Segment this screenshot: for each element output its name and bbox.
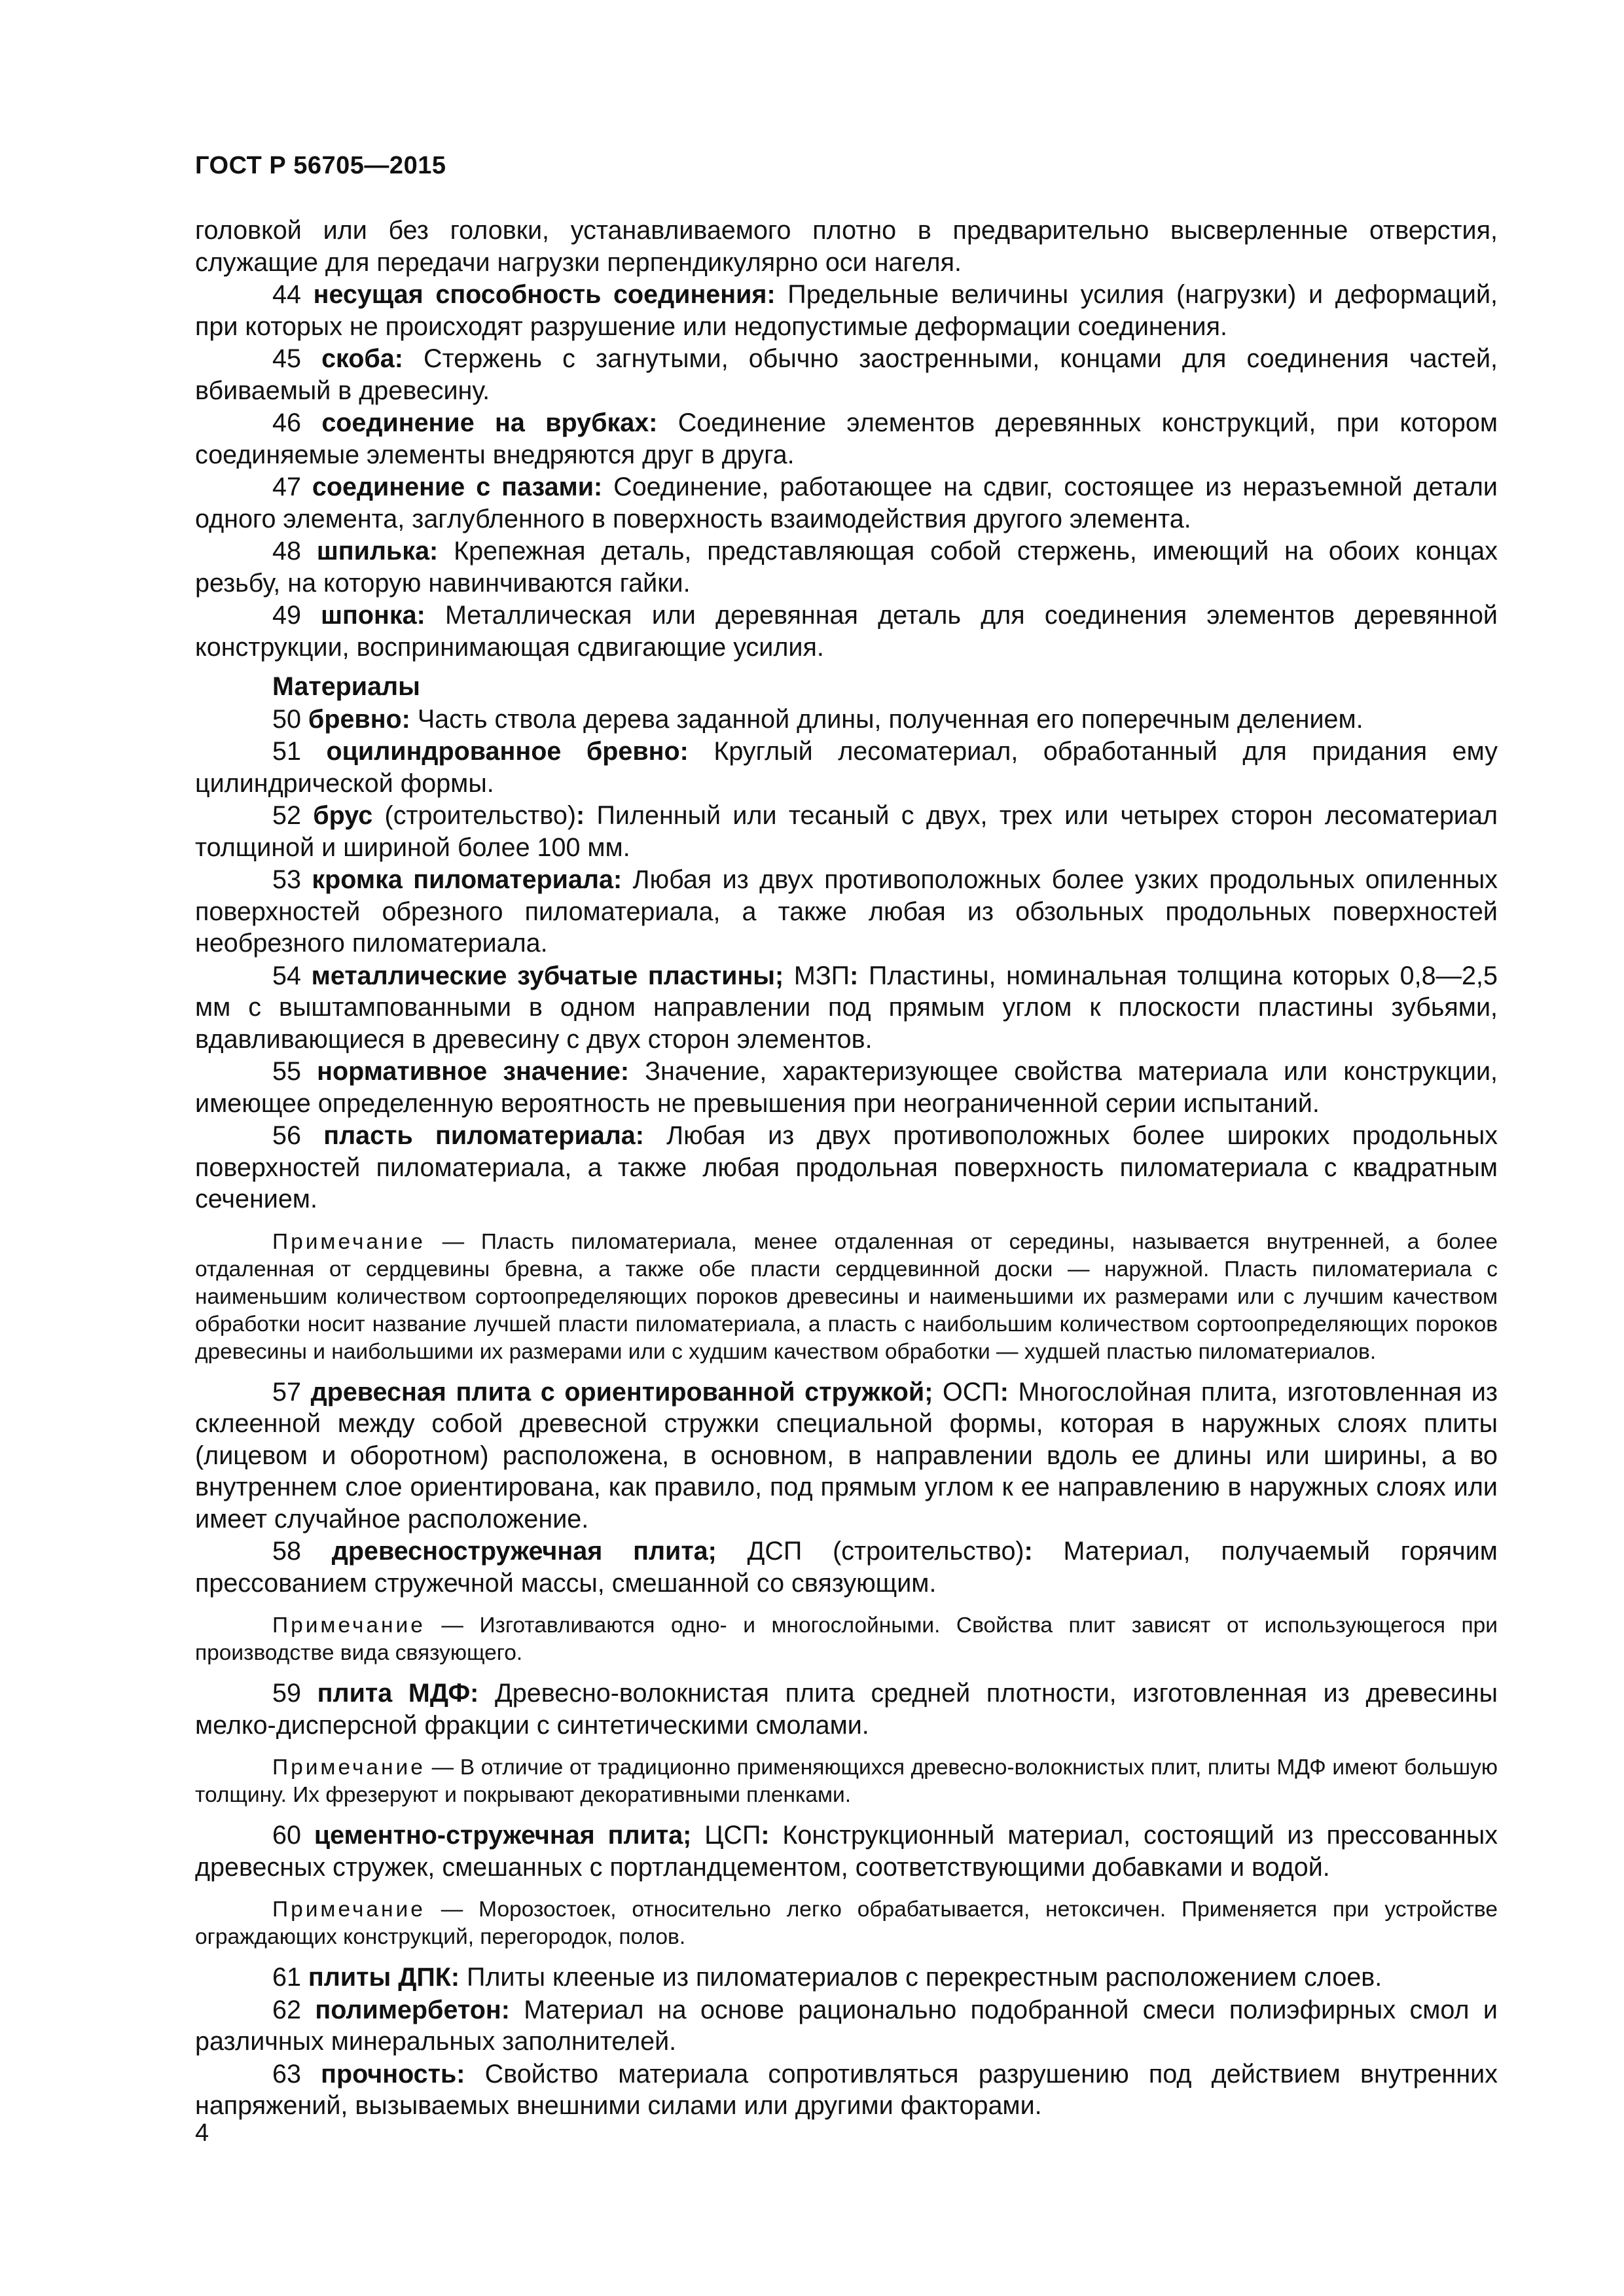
- term-51: 51 оцилиндрованное бревно: Круглый лесоматериал, обработанный для придания ему цилиндрической формы.: [195, 737, 1498, 798]
- note-59: Примечание — В отличие от традиционно применяющихся древесно-волокнистых плит, плиты МДФ имеют большую толщину. Их фрезеруют и покрывают декоративными пленками.: [195, 1755, 1498, 1807]
- note-56: Примечание — Пласть пиломатериала, менее отдаленная от середины, называется внутренней, а более отдаленная от сердцевины бревна, а также обе пласти сердцевинной доски — наружной. Пласть пиломатериала с наименьшим количеством сортоопределяющих пороков древесины и наименьшими их размерами или с лучшим качеством обработки носит название лучшей пласти пиломатериала, а пласть с наибольшим количеством сортоопределяющих пороков древесины и наибольшими их размерами или с худшим качеством обработки — худшей пластью пиломатериалов.: [195, 1229, 1498, 1364]
- term-59: 59 плита МДФ: Древесно-волокнистая плита средней плотности, изготовленная из древесины мелко-дисперсной фракции с синтетическими смолами.: [195, 1679, 1498, 1740]
- note-60: Примечание — Морозостоек, относительно легко обрабатывается, нетоксичен. Применяется при устройстве ограждающих конструкций, перегородок, полов.: [195, 1897, 1498, 1949]
- term-54: 54 металлические зубчатые пластины; МЗП: Пластины, номинальная толщина которых 0,8—2,5 мм с выштампованными в одном направлении под прямым углом к плоскости пластины зубьями, вдавливающиеся в древесину с двух сторон элементов.: [195, 961, 1498, 1054]
- term-53: 53 кромка пиломатериала: Любая из двух противоположных более узких продольных опиленных поверхностей обрезного пиломатериала, а также любая из обзольных продольных поверхностей необрезного пиломатериала.: [195, 865, 1498, 958]
- term-60: 60 цементно-стружечная плита; ЦСП: Конструкционный материал, состоящий из прессованных древесных стружек, смешанных с портландцементом, соответствующими добавками и водой.: [195, 1821, 1498, 1882]
- page-number: 4: [195, 2119, 209, 2147]
- section-heading-materials: Материалы: [272, 672, 420, 701]
- term-57: 57 древесная плита с ориентированной стружкой; ОСП: Многослойная плита, изготовленная из склеенной между собой древесной стружки специальной формы, которая в наружных слоях плиты (лицевом и оборотном) расположена, в основном, в направлении вдоль ее длины или ширины, а во внутреннем слое ориентирована, как правило, под прямым углом к ее направлению в наружных слоях или имеет случайное расположение.: [195, 1377, 1498, 1534]
- page-header-standard-code: ГОСТ Р 56705—2015: [195, 152, 446, 179]
- term-50: 50 бревно: Часть ствола дерева заданной длины, полученная его поперечным делением.: [272, 704, 1363, 734]
- term-48: 48 шпилька: Крепежная деталь, представляющая собой стержень, имеющий на обоих концах резьбу, на которую навинчиваются гайки.: [195, 537, 1498, 598]
- term-63: 63 прочность: Свойство материала сопротивляться разрушению под действием внутренних напряжений, вызываемых внешними силами или другими факторами.: [195, 2059, 1498, 2120]
- term-46: 46 соединение на врубках: Соединение элементов деревянных конструкций, при котором соединяемые элементы внедряются друг в друга.: [195, 408, 1498, 469]
- term-58: 58 древесностружечная плита; ДСП (строительство): Материал, получаемый горячим прессованием стружечной массы, смешанной со связующим.: [195, 1537, 1498, 1598]
- term-56: 56 пласть пиломатериала: Любая из двух противоположных более широких продольных поверхностей пиломатериала, а также любая продольная поверхность пиломатериала с квадратным сечением.: [195, 1121, 1498, 1213]
- term-44: 44 несущая способность соединения: Предельные величины усилия (нагрузки) и деформаций, при которых не происходят разрушение или недопустимые деформации соединения.: [195, 280, 1498, 341]
- document-body: [195, 215, 1498, 2122]
- term-61: 61 плиты ДПК: Плиты клееные из пиломатериалов с перекрестным расположением слоев.: [272, 1963, 1382, 1992]
- intro-paragraph: головкой или без головки, устанавливаемого плотно в предварительно высверленные отверстия, служащие для передачи нагрузки перпендикулярно оси нагеля.: [195, 216, 1498, 277]
- term-62: 62 полимербетон: Материал на основе рационально подобранной смеси полиэфирных смол и различных минеральных заполнителей.: [195, 1995, 1498, 2056]
- note-58: Примечание — Изготавливаются одно- и многослойными. Свойства плит зависят от использующегося при производстве вида связующего.: [195, 1613, 1498, 1665]
- term-55: 55 нормативное значение: Значение, характеризующее свойства материала или конструкции, имеющее определенную вероятность не превышения при неограниченной серии испытаний.: [195, 1057, 1498, 1118]
- term-49: 49 шпонка: Металлическая или деревянная деталь для соединения элементов деревянной конструкции, воспринимающая сдвигающие усилия.: [195, 601, 1498, 662]
- term-45: 45 скоба: Стержень с загнутыми, обычно заостренными, концами для соединения частей, вбиваемый в древесину.: [195, 344, 1498, 405]
- term-52: 52 брус (строительство): Пиленный или тесаный с двух, трех или четырех сторон лесоматериал толщиной и шириной более 100 мм.: [195, 801, 1498, 862]
- term-47: 47 соединение с пазами: Соединение, работающее на сдвиг, состоящее из неразъемной детали одного элемента, заглубленного в поверхность взаимодействия другого элемента.: [195, 473, 1498, 533]
